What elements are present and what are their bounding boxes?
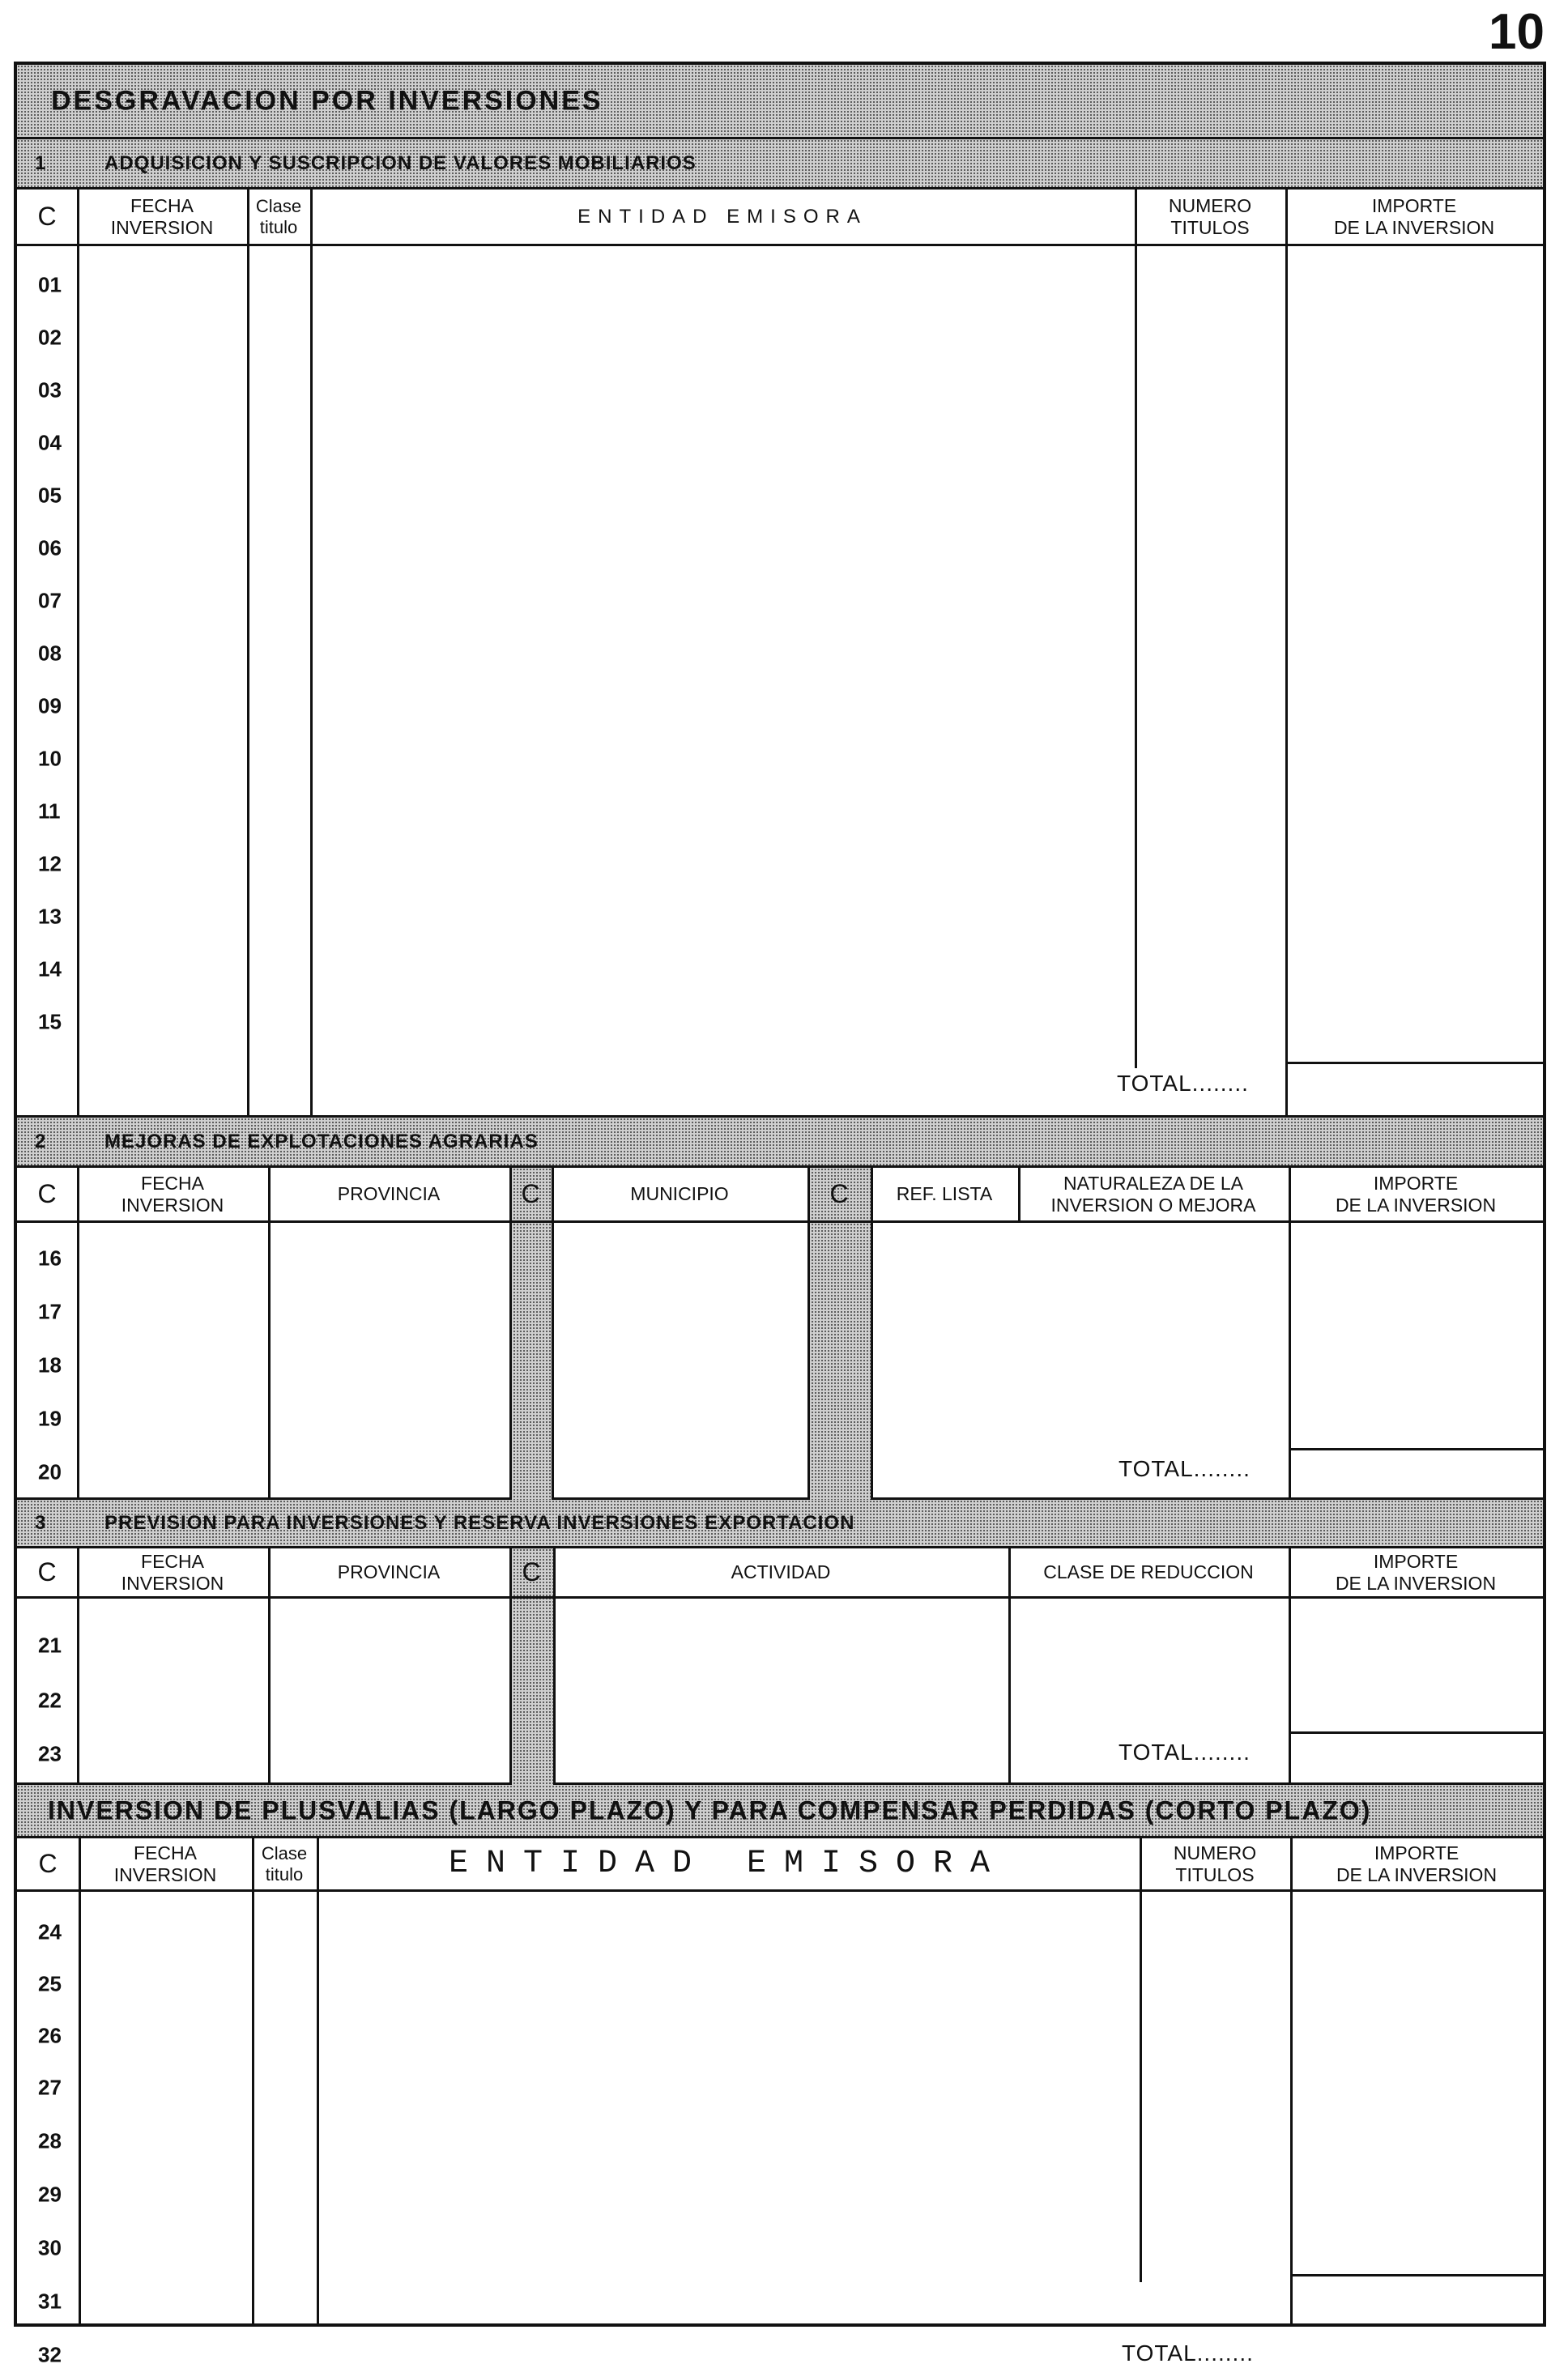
fecha-line-2: INVERSION: [121, 1572, 224, 1594]
col-header-ref-lista: REF. LISTA: [896, 1183, 993, 1205]
section-4-total-label: TOTAL........: [1122, 2340, 1254, 2366]
row-number: 01: [38, 272, 62, 297]
col-header-provincia: PROVINCIA: [337, 1561, 441, 1583]
row-number: 16: [38, 1246, 62, 1271]
row-number: 06: [38, 535, 62, 560]
fecha-line-2: INVERSION: [121, 1194, 224, 1216]
row-number: 02: [38, 325, 62, 350]
fecha-line-1: FECHA: [134, 1842, 197, 1864]
section-1-number: 1: [35, 151, 47, 174]
row-number: 18: [38, 1352, 62, 1378]
row-number: 12: [38, 851, 62, 876]
importe-line-1: IMPORTE: [1374, 1842, 1459, 1864]
section-4-table: [17, 1838, 1543, 2367]
row-number: 07: [38, 588, 62, 613]
col-header-entidad: ENTIDAD EMISORA: [448, 1845, 1008, 1882]
row-number: 24: [38, 1919, 62, 1944]
form-title-band: [17, 65, 1543, 139]
row-number: 26: [38, 2023, 62, 2048]
row-number: 09: [38, 693, 62, 718]
section-2-total-label: TOTAL........: [1118, 1456, 1251, 1481]
section-3-band: [17, 1500, 1543, 1548]
col-header-c: C: [38, 1849, 58, 1879]
section-4-band: [17, 1785, 1543, 1838]
row-number: 32: [38, 2342, 62, 2367]
row-number: 31: [38, 2289, 62, 2314]
col-header-fecha: [79, 1838, 252, 1889]
section-2-title: MEJORAS DE EXPLOTACIONES AGRARIAS: [104, 1130, 539, 1152]
col-header-naturaleza: [1018, 1168, 1289, 1220]
naturaleza-line-1: NATURALEZA DE LA: [1063, 1173, 1243, 1195]
section-2-band: [17, 1118, 1543, 1168]
col-header-c2: C: [522, 1557, 541, 1587]
col-header-importe: [1290, 1838, 1543, 1889]
importe-line-2: DE LA INVERSION: [1336, 1863, 1498, 1885]
page-number: 10: [1489, 4, 1545, 60]
section-4-header: [17, 1838, 1543, 1892]
section-4-title: INVERSION DE PLUSVALIAS (LARGO PLAZO) Y PARA COMPENSAR PERDIDAS (CORTO PLAZO): [48, 1795, 1372, 1825]
section-3-title: PREVISION PARA INVERSIONES Y RESERVA INVERSIONES EXPORTACION: [104, 1511, 855, 1534]
col-header-entidad: ENTIDAD EMISORA: [577, 205, 867, 228]
row-number: 20: [38, 1459, 62, 1484]
clase-line-2: titulo: [259, 216, 298, 237]
row-number: 27: [38, 2075, 62, 2100]
row-number: 11: [38, 799, 61, 824]
importe-line-1: IMPORTE: [1371, 195, 1457, 217]
row-number: 08: [38, 641, 62, 666]
row-number: 14: [38, 956, 62, 982]
col-header-fecha: [77, 190, 247, 244]
row-number: 04: [38, 430, 62, 455]
fecha-line-2: INVERSION: [110, 216, 214, 238]
clase-line-1: Clase: [261, 1843, 308, 1864]
fecha-line-2: INVERSION: [113, 1863, 217, 1885]
row-number: 19: [38, 1406, 62, 1431]
importe-line-1: IMPORTE: [1373, 1173, 1459, 1195]
col-header-clase: [252, 1838, 317, 1889]
row-number: 29: [38, 2182, 62, 2207]
col-header-c2: C: [521, 1179, 540, 1209]
clase-line-1: Clase: [255, 196, 302, 217]
col-header-numero: [1135, 190, 1285, 244]
col-header-importe: [1289, 1168, 1543, 1220]
row-number: 15: [38, 1009, 62, 1034]
row-number: 28: [38, 2128, 62, 2153]
section-3-number: 3: [35, 1511, 47, 1534]
col-header-fecha: [77, 1168, 268, 1220]
fecha-line-1: FECHA: [141, 1551, 204, 1573]
col-header-c: C: [37, 1179, 57, 1209]
form-title: DESGRAVACION POR INVERSIONES: [51, 85, 603, 116]
col-header-fecha: [77, 1548, 268, 1596]
row-number: 13: [38, 904, 62, 929]
importe-line-2: DE LA INVERSION: [1335, 1572, 1497, 1594]
importe-line-1: IMPORTE: [1373, 1551, 1459, 1573]
section-3-total-label: TOTAL........: [1118, 1740, 1251, 1765]
numero-line-1: NUMERO: [1168, 195, 1252, 217]
row-number: 23: [38, 1741, 62, 1766]
fecha-line-1: FECHA: [130, 195, 194, 217]
col-header-c3: C: [829, 1179, 849, 1209]
clase-line-2: titulo: [265, 1863, 304, 1885]
naturaleza-line-2: INVERSION O MEJORA: [1050, 1194, 1256, 1216]
col-header-provincia: PROVINCIA: [337, 1183, 441, 1205]
row-number: 17: [38, 1299, 62, 1324]
investment-deduction-form: [14, 62, 1546, 2367]
col-header-municipio: MUNICIPIO: [630, 1183, 729, 1205]
col-header-c: C: [37, 202, 57, 232]
fecha-line-1: FECHA: [141, 1173, 204, 1195]
section-3-table: [17, 1548, 1543, 1785]
row-number: 05: [38, 483, 62, 508]
col-header-actividad: ACTIVIDAD: [731, 1561, 831, 1583]
section-2-number: 2: [35, 1130, 47, 1152]
importe-line-2: DE LA INVERSION: [1333, 216, 1495, 238]
section-1-title: ADQUISICION Y SUSCRIPCION DE VALORES MOBILIARIOS: [104, 151, 697, 174]
row-number: 22: [38, 1688, 62, 1713]
numero-line-2: TITULOS: [1175, 1863, 1255, 1885]
row-number: 30: [38, 2235, 62, 2260]
section-1-header: [17, 190, 1543, 246]
row-number: 10: [38, 746, 62, 771]
col-header-importe: [1285, 190, 1543, 244]
numero-line-1: NUMERO: [1173, 1842, 1257, 1864]
row-number: 21: [38, 1633, 62, 1658]
section-3-header: [17, 1548, 1543, 1599]
col-header-clase: [247, 190, 310, 244]
row-number: 03: [38, 377, 62, 402]
row-number: 25: [38, 1971, 62, 1996]
col-header-importe: [1289, 1548, 1543, 1596]
col-header-c: C: [37, 1557, 57, 1587]
numero-line-2: TITULOS: [1170, 216, 1250, 238]
col-header-clase-reduccion: CLASE DE REDUCCION: [1043, 1561, 1254, 1583]
section-1-total-label: TOTAL........: [1117, 1071, 1249, 1096]
section-1-band: [17, 139, 1543, 190]
section-1-table: [17, 190, 1543, 1118]
section-2-header: [17, 1168, 1543, 1223]
col-header-numero: [1140, 1838, 1290, 1889]
importe-line-2: DE LA INVERSION: [1335, 1194, 1497, 1216]
section-2-table: [17, 1168, 1543, 1500]
